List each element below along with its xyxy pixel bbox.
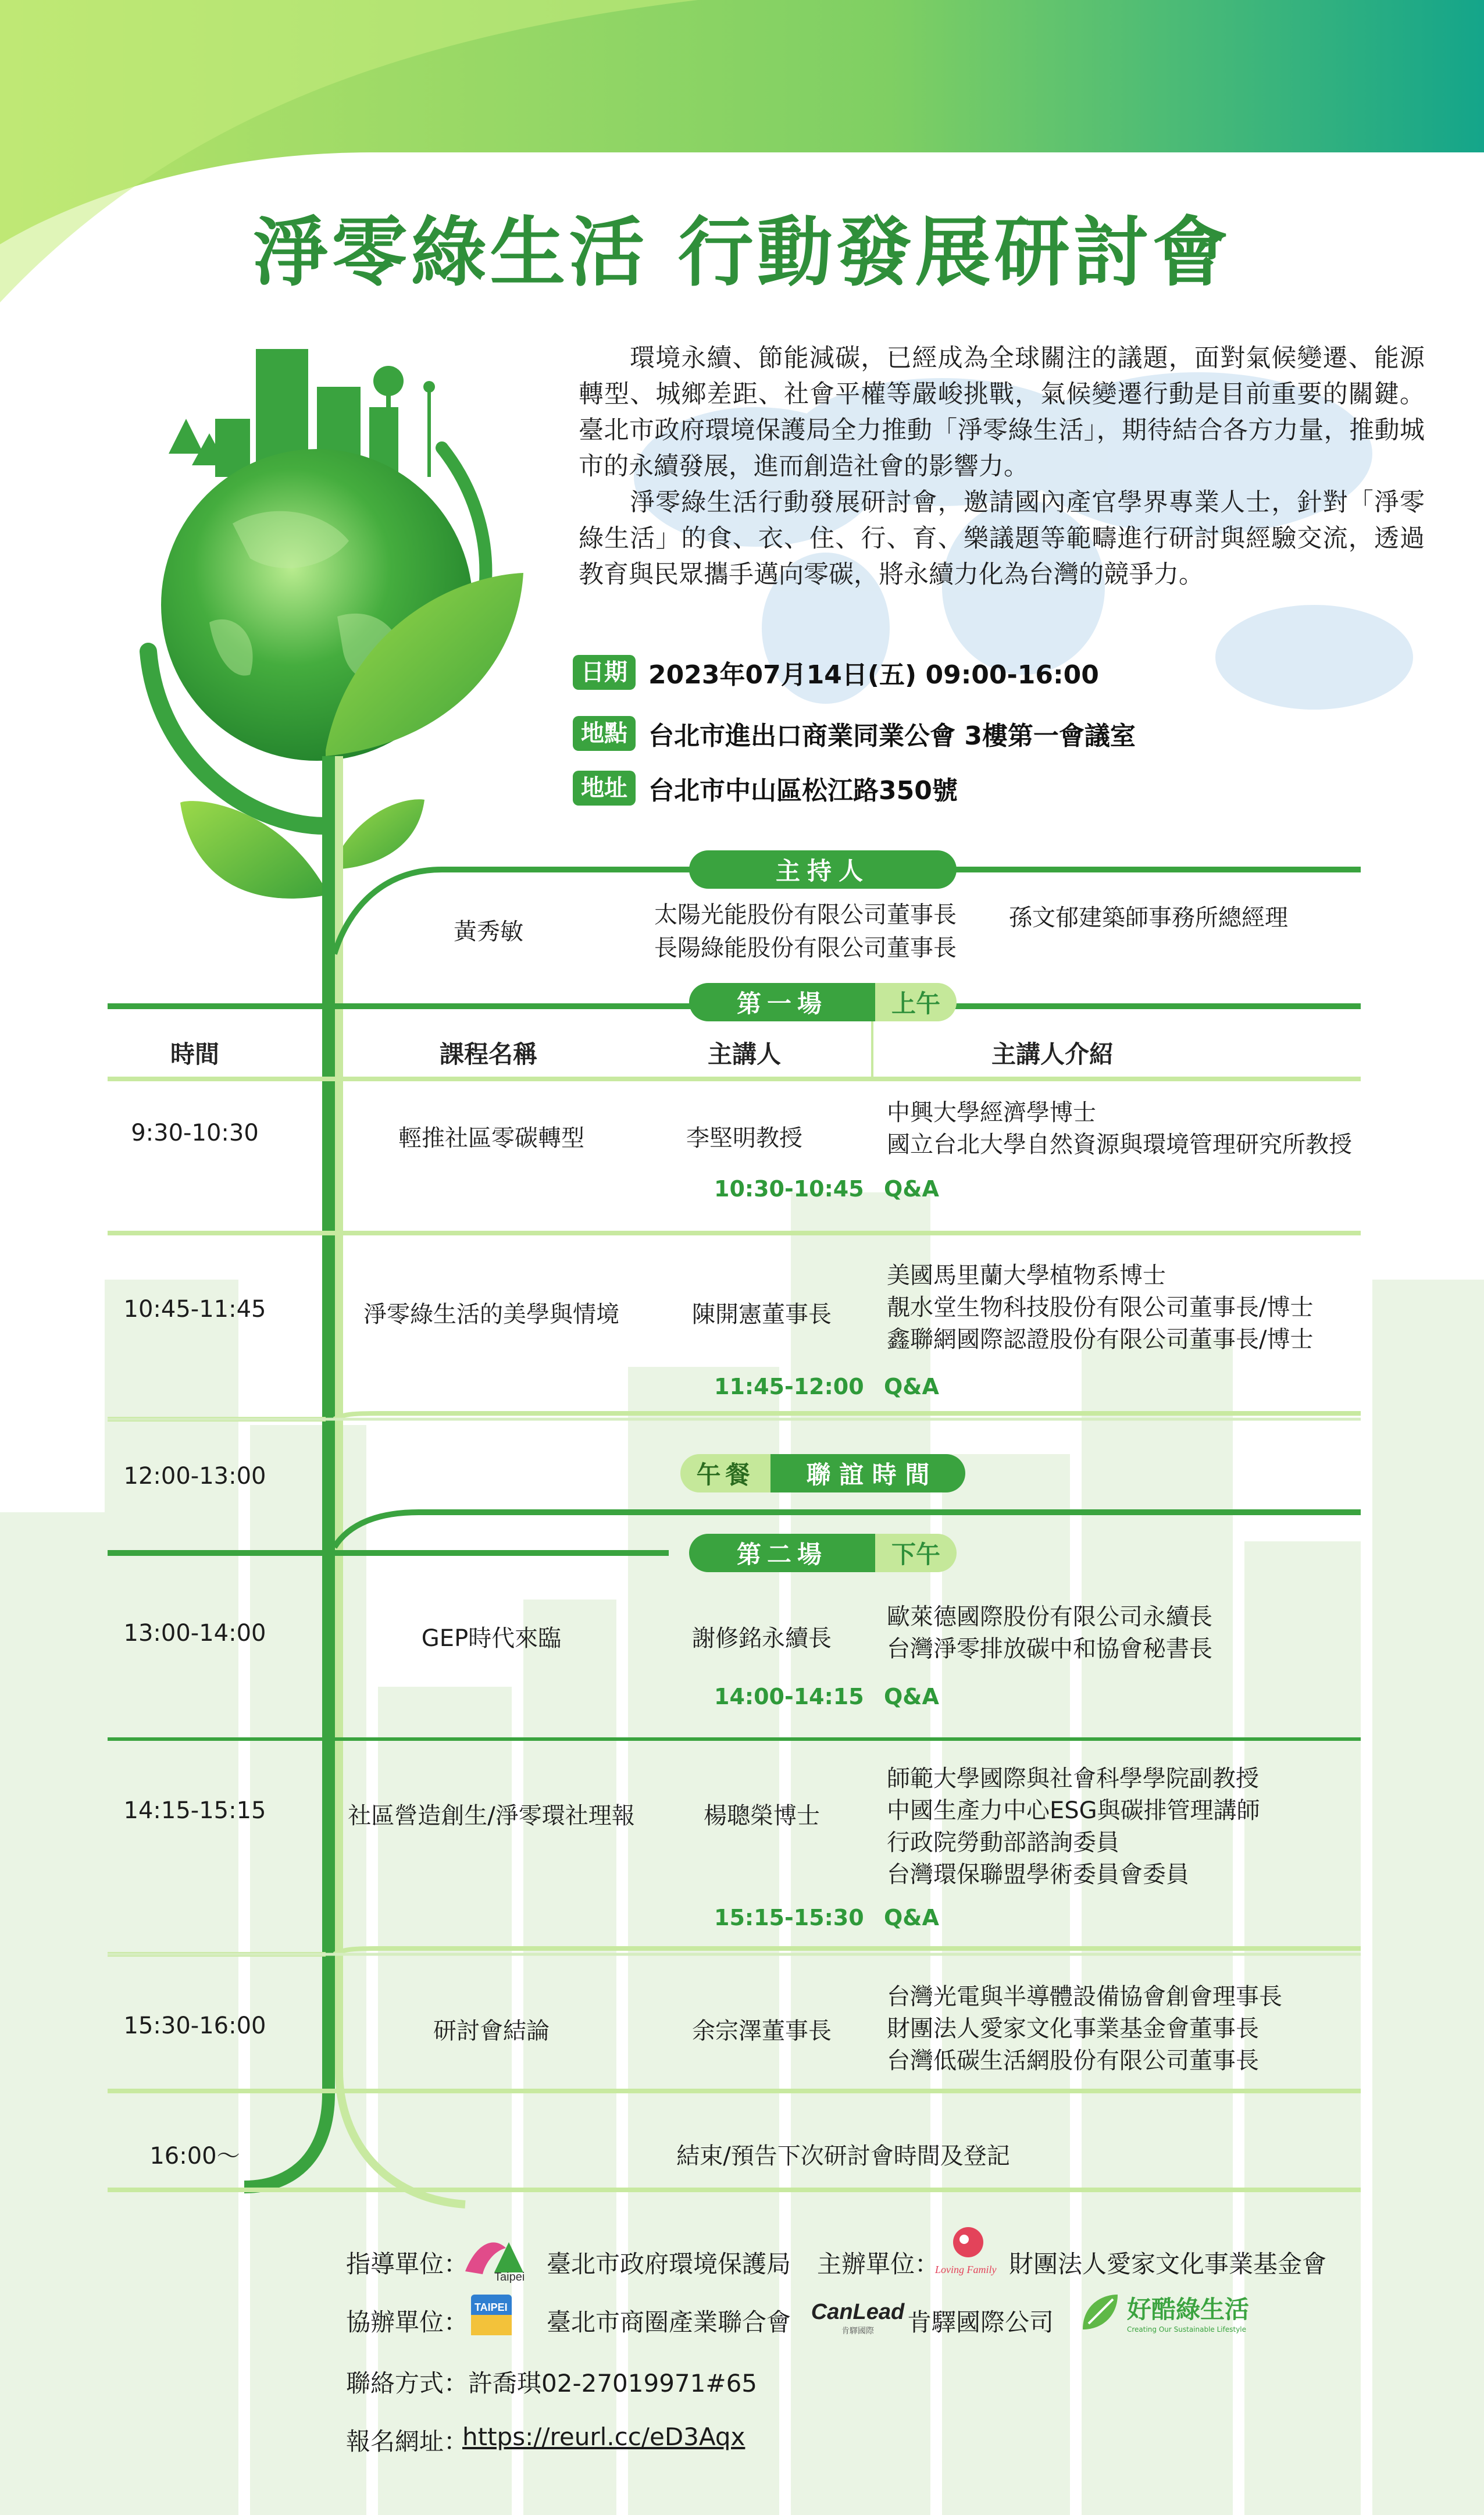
host-org: 財團法人愛家文化事業基金會	[1009, 2250, 1327, 2278]
intro-paragraph-1: 環境永續、節能減碳，已經成為全球關注的議題，面對氣候變遷、能源轉型、城鄉差距、社會平權等嚴峻挑戰，氣候變遷行動是目前重要的關鍵。臺北市政府環境保護局全力推動「淨零綠生活」，期待結合各方力量，推動城市的永續發展，進而創造社會的影響力。	[579, 344, 1425, 481]
row1-speaker: 李堅明教授	[686, 1125, 802, 1152]
signup-label: 報名網址：	[346, 2427, 469, 2456]
row4-qa: Q&A	[884, 1905, 939, 1930]
row5-time: 15:30-16:00	[123, 2012, 266, 2039]
date-tag: 日期	[573, 655, 636, 690]
row3-qa-time: 14:00-14:15	[714, 1684, 864, 1709]
venue-text: 台北市進出口商業同業公會 3樓第一會議室	[648, 721, 1136, 751]
row3-bio-2: 台灣淨零排放碳中和協會秘書長	[887, 1636, 1212, 1662]
loving-family-logo	[930, 2222, 1006, 2280]
row4-qa-time: 15:15-15:30	[714, 1905, 864, 1930]
header-course: 課程名稱	[439, 1040, 537, 1068]
row2-bio-3: 鑫聯網國際認證股份有限公司董事長/博士	[887, 1326, 1314, 1353]
closing-text: 結束/預告下次研討會時間及登記	[676, 2143, 1010, 2170]
row4-course: 社區營造創生/淨零環社理報	[348, 1802, 635, 1829]
session2-period: 下午	[875, 1534, 957, 1572]
host-title-3: 孫文郁建築師事務所總經理	[1009, 904, 1288, 931]
row2-qa: Q&A	[884, 1374, 939, 1399]
closing-time: 16:00～	[149, 2143, 240, 2170]
intro-paragraph-2: 淨零綠生活行動發展研討會，邀請國內產官學界專業人士，針對「淨零綠生活」的食、衣、住、行、育、樂議題等範疇進行研討與經驗交流，透過教育與民眾攜手邁向零碳，將永續力化為台灣的競爭力。	[579, 488, 1425, 589]
row2-bio-1: 美國馬里蘭大學植物系博士	[887, 1262, 1166, 1289]
row1-qa: Q&A	[884, 1176, 939, 1202]
session1-period: 上午	[875, 983, 957, 1021]
haoku-logo	[1070, 2283, 1256, 2341]
host-pill	[689, 850, 957, 889]
row4-bio-3: 行政院勞動部諮詢委員	[887, 1829, 1119, 1856]
haoku-sub: Creating Our Sustainable Lifestyle	[1126, 2325, 1247, 2334]
canlead-text: CanLead	[811, 2299, 905, 2324]
haoku-text: 好酷綠生活	[1126, 2295, 1249, 2324]
venue-row	[573, 714, 1136, 753]
row5-speaker: 余宗澤董事長	[692, 2018, 832, 2044]
header-time: 時間	[170, 1040, 219, 1068]
co-org-1: 臺北市商圈產業聯合會	[547, 2308, 791, 2336]
row4-speaker: 楊聰榮博士	[704, 1802, 820, 1829]
address-row	[573, 769, 958, 807]
co-label: 協辦單位：	[346, 2308, 469, 2336]
row3-speaker: 謝修銘永續長	[692, 1625, 832, 1652]
row3-course: GEP時代來臨	[421, 1625, 562, 1652]
lunch-label-2: 聯 誼 時 間	[770, 1454, 965, 1492]
host-name: 黃秀敏	[454, 918, 523, 945]
host-label: 主持人	[775, 857, 870, 885]
row2-time: 10:45-11:45	[123, 1296, 266, 1323]
row1-time: 9:30-10:30	[131, 1120, 259, 1146]
row2-bio-2: 靚水堂生物科技股份有限公司董事長/博士	[887, 1294, 1314, 1321]
row5-bio-1: 台灣光電與半導體設備協會創會理事長	[887, 1983, 1282, 2010]
row2-course: 淨零綠生活的美學與情境	[363, 1301, 619, 1328]
date-text: 2023年07月14日(五) 09:00-16:00	[648, 660, 1099, 690]
host-title-1: 太陽光能股份有限公司董事長	[654, 902, 957, 928]
row4-bio-1: 師範大學國際與社會科學學院副教授	[887, 1765, 1259, 1792]
taipei-district-icon	[459, 2289, 529, 2344]
loving-family-icon	[930, 2222, 1006, 2280]
lunch-time: 12:00-13:00	[123, 1463, 266, 1490]
address-text: 台北市中山區松江路350號	[648, 776, 958, 806]
session1-pill	[689, 983, 957, 1021]
row4-bio-2: 中國生產力中心ESG與碳排管理講師	[887, 1797, 1260, 1824]
row2-speaker: 陳開憲董事長	[692, 1301, 832, 1328]
venue-tag: 地點	[573, 716, 636, 751]
taipei-logo	[459, 2231, 541, 2283]
session2-label: 第二場	[689, 1534, 875, 1572]
row4-bio-4: 台灣環保聯盟學術委員會委員	[887, 1861, 1189, 1888]
row2-qa-time: 11:45-12:00	[714, 1374, 864, 1399]
row1-bio-2: 國立台北大學自然資源與環境管理研究所教授	[887, 1131, 1352, 1158]
header-speaker: 主講人	[707, 1040, 781, 1068]
svg-text:Loving Family: Loving Family	[935, 2264, 997, 2275]
row4-time: 14:15-15:15	[123, 1797, 266, 1824]
session1-label: 第一場	[689, 983, 875, 1021]
lunch-pill	[680, 1454, 965, 1492]
co-org-2: 肯驛國際公司	[907, 2308, 1054, 2336]
row1-qa-time: 10:30-10:45	[714, 1176, 864, 1202]
row3-bio-1: 歐萊德國際股份有限公司永續長	[887, 1604, 1212, 1630]
session2-pill	[689, 1534, 957, 1572]
signup-link[interactable]: https://reurl.cc/eD3Aqx	[462, 2423, 745, 2451]
svg-text:Taipei: Taipei	[494, 2271, 525, 2283]
taipei-logo-icon	[459, 2231, 541, 2283]
guide-org: 臺北市政府環境保護局	[547, 2250, 791, 2278]
canlead-logo	[811, 2297, 905, 2338]
taipei-district-logo	[459, 2289, 529, 2344]
address-tag: 地址	[573, 771, 636, 806]
row1-bio-1: 中興大學經濟學博士	[887, 1099, 1096, 1126]
row5-course: 研討會結論	[433, 2018, 550, 2044]
contact-text: 聯絡方式：許喬琪02-27019971#65	[346, 2369, 758, 2398]
row3-qa: Q&A	[884, 1684, 939, 1709]
intro-text	[579, 340, 1425, 593]
lunch-label-1: 午餐	[680, 1454, 770, 1492]
page-title: 淨零綠生活 行動發展研討會	[252, 208, 1232, 297]
row5-bio-3: 台灣低碳生活網股份有限公司董事長	[887, 2047, 1259, 2074]
row3-time: 13:00-14:00	[123, 1620, 266, 1647]
guide-label: 指導單位：	[346, 2250, 469, 2278]
haoku-leaf-icon	[1077, 2289, 1123, 2335]
host-title-2: 長陽綠能股份有限公司董事長	[654, 935, 957, 961]
host-org-label: 主辦單位：	[817, 2250, 940, 2278]
svg-text:TAIPEI: TAIPEI	[475, 2302, 508, 2313]
row5-bio-2: 財團法人愛家文化事業基金會董事長	[887, 2015, 1259, 2042]
date-row	[573, 653, 1099, 692]
header-intro: 主講人介紹	[991, 1040, 1114, 1068]
canlead-sub: 肯驛國際	[841, 2326, 874, 2336]
row1-course: 輕推社區零碳轉型	[398, 1125, 584, 1152]
